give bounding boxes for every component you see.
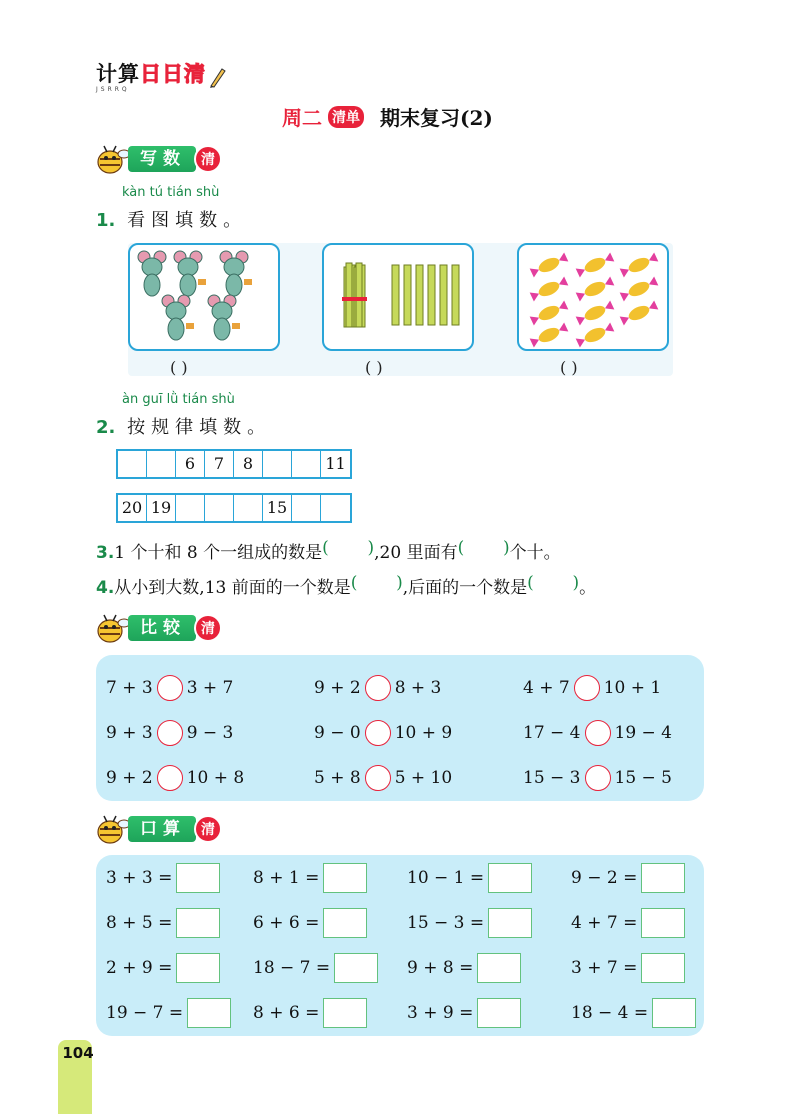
calc-item [253,998,367,1028]
q3-blank-2[interactable]: ( ) [457,538,510,558]
calc-expression: 19 − 7 = [106,1003,184,1023]
answer-box[interactable] [477,998,521,1028]
sequence-cell[interactable] [118,451,147,477]
compare-circle[interactable] [157,765,183,791]
calc-item [253,908,367,938]
brand-main-text: 计算 [96,62,140,86]
answer-box[interactable] [488,863,532,893]
q2-title-text: 按规律填数。 [127,417,272,438]
page-title [282,102,493,131]
section-write-numbers [92,144,222,174]
calc-expression: 6 + 6 = [253,913,320,933]
calc-item [571,908,685,938]
compare-right: 3 + 7 [186,678,234,698]
calc-item [571,953,685,983]
compare-circle[interactable] [574,675,600,701]
picture-sticks [322,243,474,351]
compare-circle[interactable] [585,720,611,746]
section-oral-calc [92,814,222,844]
q2-title [96,413,271,439]
answer-box[interactable] [477,953,521,983]
compare-right: 15 − 5 [614,768,672,788]
calc-item [253,953,378,983]
answer-box[interactable] [334,953,378,983]
calc-expression: 2 + 9 = [106,958,173,978]
mouse-group-illustration [130,245,278,349]
q3-text-2: ,20 里面有 [374,543,458,563]
q2-number: 2. [96,417,116,438]
page-number: 104 [62,1044,94,1062]
q3-number: 3. [96,543,115,563]
calc-item [407,863,532,893]
q4-blank-1[interactable]: ( ) [350,573,403,593]
compare-circle[interactable] [157,720,183,746]
compare-item [106,765,244,791]
answer-box[interactable] [187,998,231,1028]
answer-box[interactable] [176,908,220,938]
sequence-cell: 19 [147,495,176,521]
compare-item [106,675,233,701]
compare-left: 4 + 7 [523,678,570,698]
calc-item [407,908,532,938]
sequence-cell[interactable] [321,495,350,521]
q4-text-3: 。 [579,578,597,598]
sequence-cell: 15 [263,495,292,521]
pencil-icon [208,66,226,88]
answer-box[interactable] [641,863,685,893]
q1-pinyin: kàn tú tián shù [122,185,220,200]
sequence-cell: 8 [234,451,263,477]
compare-left: 7 + 3 [106,678,153,698]
compare-left: 9 + 2 [314,678,361,698]
compare-circle[interactable] [157,675,183,701]
compare-left: 9 + 3 [106,723,153,743]
calc-expression: 3 + 9 = [407,1003,474,1023]
sequence-cell: 7 [205,451,234,477]
sticks-illustration [324,245,472,349]
compare-item [523,675,661,701]
candies-illustration [519,245,667,349]
q1-number: 1. [96,210,116,231]
calc-expression: 15 − 3 = [407,913,485,933]
answer-box[interactable] [323,908,367,938]
calc-item [253,863,367,893]
q3-text-1: 1 个十和 8 个一组成的数是 [114,543,323,563]
calc-item [407,998,521,1028]
compare-item [523,720,672,746]
calc-expression: 18 − 7 = [253,958,331,978]
sequence-cell: 20 [118,495,147,521]
compare-item [314,720,452,746]
calc-expression: 9 + 8 = [407,958,474,978]
compare-right: 10 + 9 [394,723,453,743]
compare-panel [96,655,704,801]
calc-expression: 8 + 5 = [106,913,173,933]
q4-text-1: 从小到大数,13 前面的一个数是 [114,578,351,598]
q1-answer-row [128,358,671,378]
section-compare-label: 比较 [128,615,196,641]
compare-item [106,720,233,746]
section-oral-calc-label: 口算 [128,816,196,842]
picture-candies [517,243,669,351]
q3-sentence [96,538,561,563]
compare-right: 5 + 10 [394,768,453,788]
answer-box[interactable] [176,863,220,893]
brand-subtext: JSRRQ [96,86,130,93]
sequence-cell[interactable] [205,495,234,521]
calc-expression: 8 + 6 = [253,1003,320,1023]
compare-circle[interactable] [585,765,611,791]
oral-calc-panel [96,855,704,1036]
compare-circle[interactable] [365,675,391,701]
q1-title-text: 看图填数。 [127,210,248,231]
bee-icon [92,142,132,176]
sequence-cell: 11 [325,454,346,473]
brand-logo [96,58,226,93]
brand-accent-text: 日日清 [140,62,206,86]
section-write-numbers-badge: 清 [194,145,222,173]
answer-box[interactable] [488,908,532,938]
bee-icon [92,812,132,846]
page-title-badge: 清单 [328,106,364,128]
answer-box[interactable] [641,953,685,983]
q4-number: 4. [96,578,115,598]
q4-text-2: ,后面的一个数是 [402,578,528,598]
sequence-cell[interactable] [176,495,205,521]
answer-box[interactable] [176,953,220,983]
section-compare-badge: 清 [194,614,222,642]
compare-right: 9 − 3 [186,723,234,743]
q1-title [96,206,247,232]
sequence-cell[interactable] [234,495,263,521]
compare-circle[interactable] [365,765,391,791]
calc-expression: 18 − 4 = [571,1003,649,1023]
calc-expression: 8 + 1 = [253,868,320,888]
answer-box[interactable] [323,863,367,893]
compare-left: 5 + 8 [314,768,361,788]
calc-item [106,998,231,1028]
sequence-cell[interactable] [147,451,176,477]
q1-answer-2[interactable]: ( ) [365,358,383,377]
calc-expression: 3 + 7 = [571,958,638,978]
sequence-cell[interactable] [292,495,321,521]
section-oral-calc-badge: 清 [194,815,222,843]
compare-right: 10 + 8 [186,768,245,788]
compare-right: 19 − 4 [614,723,672,743]
sequence-cell: 6 [176,451,205,477]
compare-left: 17 − 4 [523,723,581,743]
page-title-topic: 期末复习(2) [380,106,493,130]
calc-expression: 10 − 1 = [407,868,485,888]
q1-answer-1[interactable]: ( ) [170,358,188,377]
answer-box[interactable] [652,998,696,1028]
bee-icon [92,611,132,645]
section-write-numbers-label: 写数 [128,146,196,172]
sequence-row-1 [116,449,352,479]
compare-item [314,675,441,701]
calc-item [571,998,696,1028]
calc-item [571,863,685,893]
calc-expression: 9 − 2 = [571,868,638,888]
calc-item [407,953,521,983]
sequence-cell[interactable] [292,451,321,477]
page-title-day: 周二 [282,106,322,130]
q3-blank-1[interactable]: ( ) [322,538,375,558]
q3-text-3: 个十。 [509,543,561,563]
compare-left: 9 + 2 [106,768,153,788]
compare-left: 9 − 0 [314,723,361,743]
compare-circle[interactable] [365,720,391,746]
section-compare [92,613,222,643]
q2-pinyin: àn guī lǜ tián shù [122,392,235,407]
q4-blank-2[interactable]: ( ) [527,573,580,593]
answer-box[interactable] [641,908,685,938]
sequence-row-2 [116,493,352,523]
compare-item [523,765,672,791]
picture-mice [128,243,280,351]
compare-item [314,765,452,791]
calc-expression: 4 + 7 = [571,913,638,933]
sequence-cell[interactable] [263,451,292,477]
compare-right: 10 + 1 [603,678,662,698]
q1-answer-3[interactable]: ( ) [560,358,578,377]
compare-left: 15 − 3 [523,768,581,788]
answer-box[interactable] [323,998,367,1028]
compare-right: 8 + 3 [394,678,442,698]
q4-sentence [96,573,596,598]
calc-item [106,953,220,983]
calc-expression: 3 + 3 = [106,868,173,888]
calc-item [106,908,220,938]
calc-item [106,863,220,893]
